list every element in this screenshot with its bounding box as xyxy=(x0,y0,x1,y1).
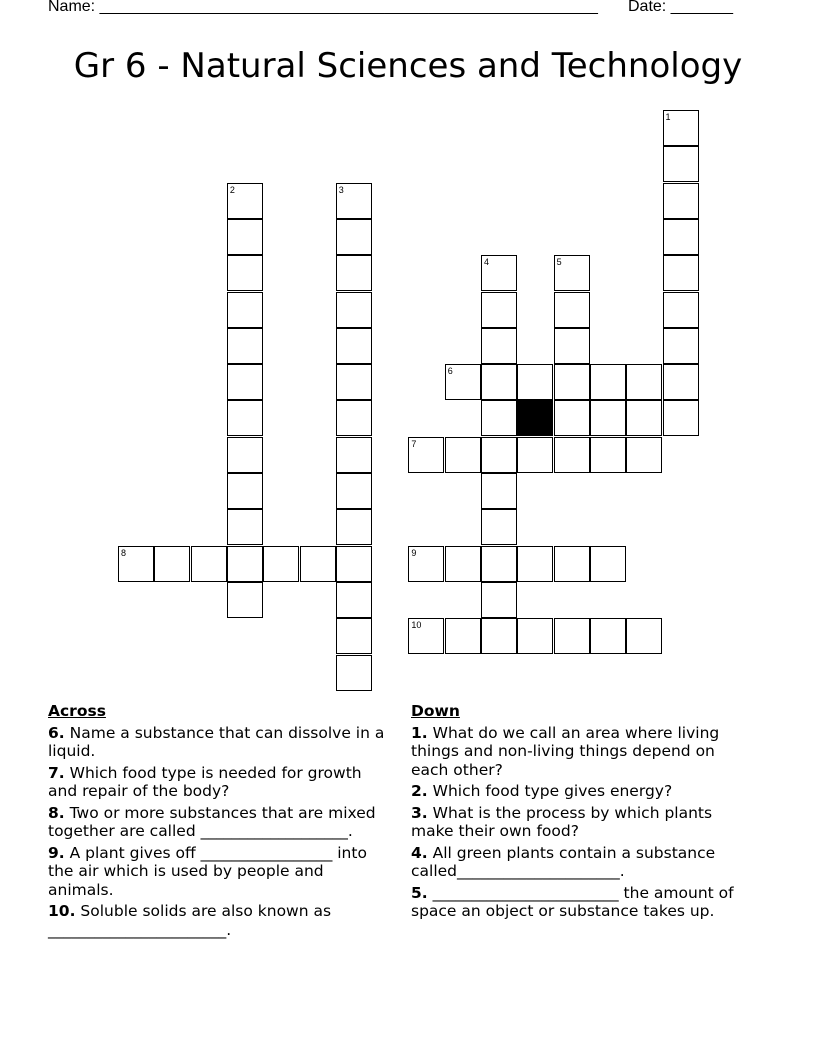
page-title: Gr 6 - Natural Sciences and Technology xyxy=(73,46,743,86)
cell-number: 1 xyxy=(665,112,671,122)
cell-number: 8 xyxy=(121,547,127,558)
crossword-cell[interactable] xyxy=(336,183,372,219)
crossword-cell[interactable] xyxy=(481,292,517,328)
name-field-label[interactable]: Name: ________________________________________________________ xyxy=(48,0,598,15)
clue-across-10 xyxy=(48,902,393,939)
clue-down-2 xyxy=(411,782,756,801)
crossword-cell[interactable] xyxy=(663,400,699,436)
crossword-cell[interactable] xyxy=(227,582,263,618)
crossword-cell[interactable] xyxy=(227,546,263,582)
clue-down-5 xyxy=(411,884,756,921)
crossword-cell[interactable] xyxy=(336,219,372,255)
down-heading: Down xyxy=(411,702,460,720)
crossword-cell[interactable] xyxy=(590,546,626,582)
crossword-cell[interactable] xyxy=(590,364,626,400)
crossword-cell[interactable] xyxy=(263,546,299,582)
across-heading: Across xyxy=(48,702,106,720)
crossword-cell[interactable] xyxy=(118,546,154,582)
crossword-cell[interactable] xyxy=(517,618,553,654)
crossword-cell[interactable] xyxy=(590,437,626,473)
clue-number: 8. xyxy=(48,803,65,822)
crossword-cell[interactable] xyxy=(517,437,553,473)
crossword-cell[interactable] xyxy=(481,582,517,618)
crossword-cell[interactable] xyxy=(663,146,699,182)
clue-down-4 xyxy=(411,844,756,881)
crossword-cell[interactable] xyxy=(554,437,590,473)
clue-text: What is the process by which plants make their own food? xyxy=(411,803,713,840)
clue-across-9 xyxy=(48,844,393,900)
crossword-cell[interactable] xyxy=(336,255,372,291)
clue-number: 2. xyxy=(411,782,428,800)
crossword-cell[interactable] xyxy=(336,582,372,618)
cell-number: 7 xyxy=(411,438,417,449)
crossword-cell[interactable] xyxy=(336,364,372,400)
clue-text: Name a substance that can dissolve in a liquid. xyxy=(48,723,385,760)
crossword-cell[interactable] xyxy=(191,546,227,582)
crossword-cell[interactable] xyxy=(227,292,263,328)
crossword-cell[interactable] xyxy=(481,618,517,654)
crossword-cell[interactable] xyxy=(445,437,481,473)
crossword-cell[interactable] xyxy=(227,219,263,255)
crossword-cell[interactable] xyxy=(154,546,190,582)
clue-text: All green plants contain a substance called_____________________. xyxy=(411,843,716,880)
clue-across-7 xyxy=(48,764,393,801)
crossword-cell[interactable] xyxy=(626,400,662,436)
crossword-cell[interactable] xyxy=(336,473,372,509)
clue-text: Which food type is needed for growth and repair of the body? xyxy=(48,763,362,800)
crossword-cell[interactable] xyxy=(517,546,553,582)
cell-number: 10 xyxy=(411,620,422,631)
clue-text: A plant gives off _________________ into the air which is used by people and animals. xyxy=(48,843,367,899)
clue-number: 9. xyxy=(48,843,65,862)
crossword-cell[interactable] xyxy=(554,546,590,582)
clue-number: 4. xyxy=(411,843,428,862)
crossword-cell[interactable] xyxy=(590,400,626,436)
crossword-cell[interactable] xyxy=(554,618,590,654)
clue-number: 6. xyxy=(48,723,65,742)
crossword-cell[interactable] xyxy=(227,328,263,364)
crossword-cell[interactable] xyxy=(227,509,263,545)
crossword-cell[interactable] xyxy=(626,364,662,400)
crossword-cell[interactable] xyxy=(227,437,263,473)
down-clues xyxy=(411,702,756,924)
crossword-cell[interactable] xyxy=(554,364,590,400)
cell-number: 6 xyxy=(447,366,453,377)
crossword-cell[interactable] xyxy=(481,473,517,509)
crossword-cell[interactable] xyxy=(336,509,372,545)
crossword-cell[interactable] xyxy=(481,437,517,473)
clue-text: What do we call an area where living things and non-living things depend on each other? xyxy=(411,723,720,779)
crossword-cell[interactable] xyxy=(445,364,481,400)
crossword-cell[interactable] xyxy=(336,546,372,582)
cell-number: 3 xyxy=(338,184,344,195)
clue-across-6 xyxy=(48,724,393,761)
date-field-label[interactable]: Date: _______ xyxy=(628,0,733,15)
crossword-cell[interactable] xyxy=(336,618,372,654)
clue-down-3 xyxy=(411,804,756,841)
clue-text: Soluble solids are also known as _______________________. xyxy=(48,902,332,939)
crossword-cell[interactable] xyxy=(663,292,699,328)
crossword-cell[interactable] xyxy=(554,400,590,436)
crossword-cell[interactable] xyxy=(227,473,263,509)
cell-number: 4 xyxy=(484,257,490,268)
crossword-cell[interactable] xyxy=(554,328,590,364)
crossword-black-cell xyxy=(517,400,553,436)
crossword-cell[interactable] xyxy=(336,328,372,364)
clue-down-1 xyxy=(411,724,756,780)
crossword-cell[interactable] xyxy=(445,546,481,582)
clue-text: Two or more substances that are mixed together are called ___________________. xyxy=(48,803,376,840)
crossword-cell[interactable] xyxy=(663,183,699,219)
crossword-cell[interactable] xyxy=(481,400,517,436)
crossword-cell[interactable] xyxy=(481,328,517,364)
cell-number: 5 xyxy=(556,257,562,268)
crossword-cell[interactable] xyxy=(481,546,517,582)
crossword-cell[interactable] xyxy=(663,110,699,146)
clue-across-8 xyxy=(48,804,393,841)
crossword-cell[interactable] xyxy=(663,255,699,291)
clue-number: 5. xyxy=(411,883,428,902)
crossword-cell[interactable] xyxy=(517,364,553,400)
crossword-cell[interactable] xyxy=(626,437,662,473)
crossword-cell[interactable] xyxy=(227,183,263,219)
clue-number: 7. xyxy=(48,763,65,782)
crossword-cell[interactable] xyxy=(336,437,372,473)
crossword-cell[interactable] xyxy=(408,437,444,473)
crossword-cell[interactable] xyxy=(590,618,626,654)
crossword-cell[interactable] xyxy=(408,546,444,582)
crossword-cell[interactable] xyxy=(663,219,699,255)
crossword-cell[interactable] xyxy=(626,618,662,654)
clue-text: ________________________ the amount of space an object or substance takes up. xyxy=(411,883,734,920)
clue-text: Which food type gives energy? xyxy=(432,782,673,800)
crossword-cell[interactable] xyxy=(481,509,517,545)
crossword-cell[interactable] xyxy=(663,364,699,400)
crossword-cell[interactable] xyxy=(554,292,590,328)
crossword-cell[interactable] xyxy=(481,364,517,400)
crossword-cell[interactable] xyxy=(227,255,263,291)
crossword-cell[interactable] xyxy=(227,400,263,436)
clue-number: 10. xyxy=(48,902,76,920)
crossword-cell[interactable] xyxy=(336,655,372,691)
crossword-cell[interactable] xyxy=(336,292,372,328)
crossword-cell[interactable] xyxy=(445,618,481,654)
crossword-cell[interactable] xyxy=(300,546,336,582)
cell-number: 2 xyxy=(229,184,235,195)
worksheet-header xyxy=(48,0,748,20)
crossword-cell[interactable] xyxy=(481,255,517,291)
cell-number: 9 xyxy=(411,547,417,558)
clue-number: 3. xyxy=(411,803,428,822)
crossword-cell[interactable] xyxy=(554,255,590,291)
clue-number: 1. xyxy=(411,723,428,742)
across-clues xyxy=(48,702,393,942)
crossword-cell[interactable] xyxy=(336,400,372,436)
crossword-cell[interactable] xyxy=(663,328,699,364)
crossword-cell[interactable] xyxy=(227,364,263,400)
crossword-cell[interactable] xyxy=(408,618,444,654)
